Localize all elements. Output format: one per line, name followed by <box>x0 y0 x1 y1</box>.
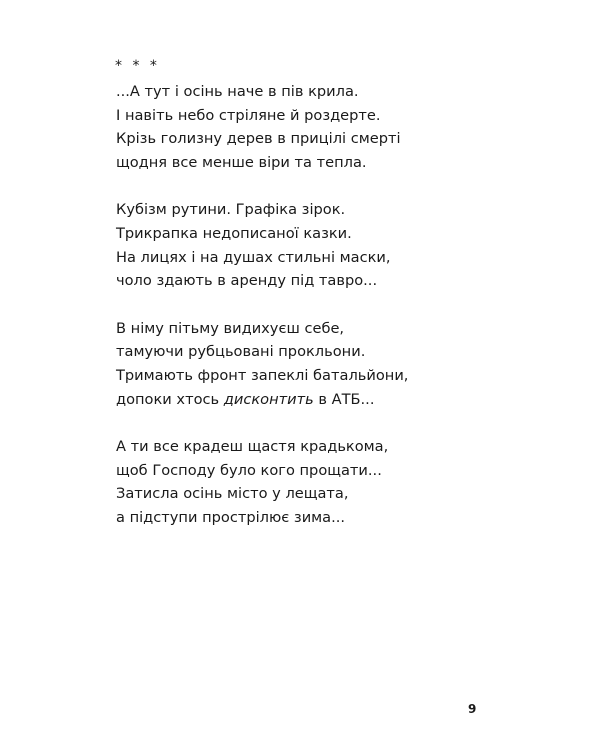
poem-line-mixed <box>116 388 536 412</box>
poem-line: щоб Господу було кого прощати... <box>116 461 382 479</box>
stanza-4 <box>116 435 536 529</box>
poem-line: ...А тут і осінь наче в пів крила. <box>116 83 359 100</box>
poem-line: Крізь голизну дерев в прицілі смерті <box>116 130 401 148</box>
poem-line: Кубізм рутини. Графіка зірок. <box>116 201 346 219</box>
page-number: 9 <box>468 702 477 716</box>
poem-line: І навіть небо стріляне й роздерте. <box>116 106 381 124</box>
poem <box>116 80 536 554</box>
poem-line: щодня все менше віри та тепла. <box>116 153 367 171</box>
poem-line: тамуючи рубцьовані прокльони. <box>116 343 366 361</box>
poem-italic-word: дисконтить <box>223 390 314 408</box>
poem-line: В німу пітьму видихуєш себе, <box>116 319 345 337</box>
poem-text: в АТБ... <box>313 390 375 408</box>
stanza-2 <box>116 198 536 292</box>
poem-text: допоки хтось <box>116 390 224 408</box>
poem-line: На лицях і на душах стильні маски, <box>116 248 391 266</box>
poem-line: чоло здають в аренду під тавро... <box>116 272 378 290</box>
stanza-1 <box>116 80 536 174</box>
poem-line: а підступи прострілює зима... <box>116 508 346 526</box>
section-divider: * * * <box>115 58 160 74</box>
stanza-3 <box>116 317 536 411</box>
poem-line: Трикрапка недописаної казки. <box>116 224 352 242</box>
poem-line: Затисла осінь місто у лещата, <box>116 485 349 503</box>
poem-line: А ти все крадеш щастя крадькома, <box>116 438 389 456</box>
poem-line: Тримають фронт запеклі батальйони, <box>116 366 409 384</box>
